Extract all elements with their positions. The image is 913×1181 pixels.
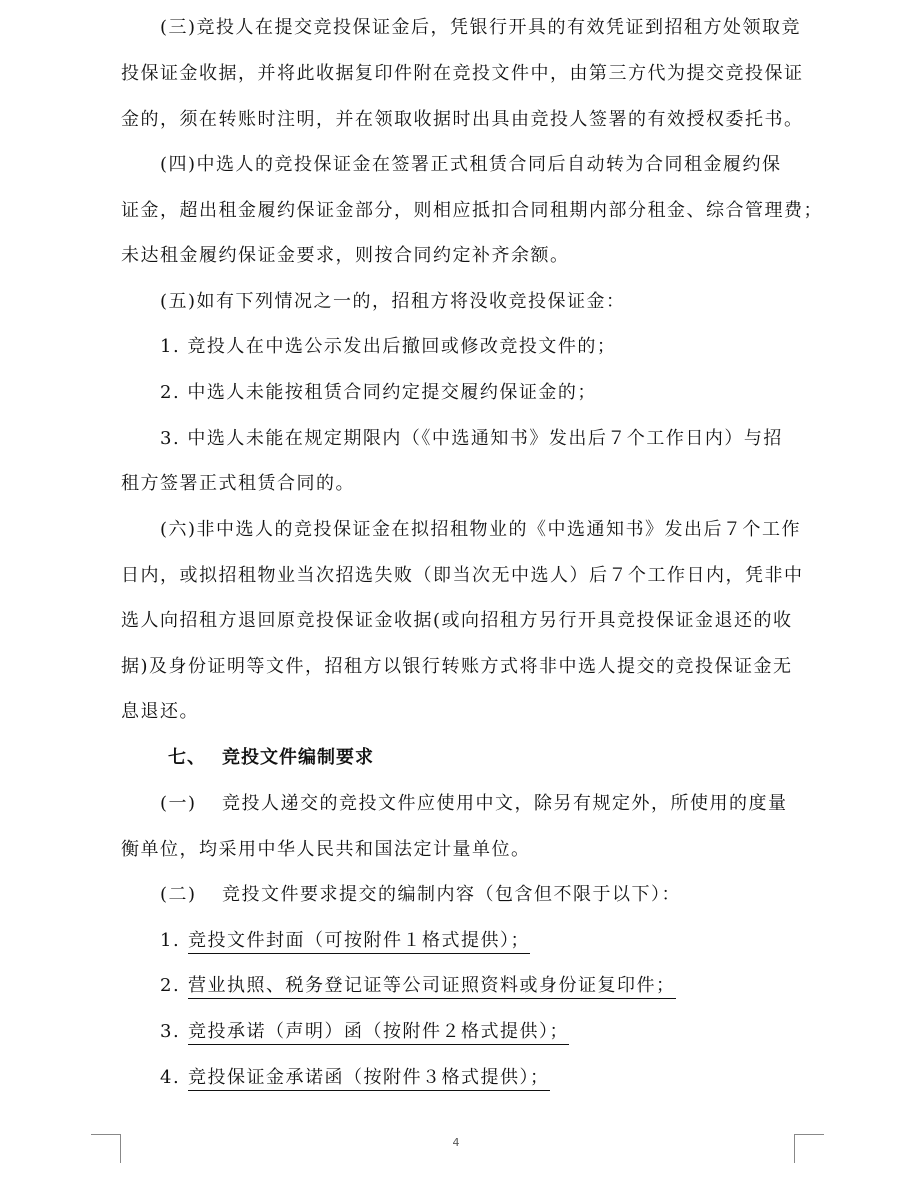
list-item-4-underlined: 竞投保证金承诺函（按附件３格式提供）； [188, 1067, 550, 1091]
section-7-item-2-label: (二) [160, 884, 197, 905]
paragraph-3-line-2: 投保证金收据，并将此收据复印件附在竞投文件中，由第三方代为提交竞投保证 [121, 63, 804, 84]
paragraph-3-line-1: (三)竞投人在提交竞投保证金后，凭银行开具的有效凭证到招租方处领取竞 [160, 17, 802, 38]
list-item-4-number: 4. [160, 1067, 181, 1088]
paragraph-5-item-3-line-1: 3. 中选人未能在规定期限内（《中选通知书》发出后７个工作日内）与招 [160, 428, 783, 449]
paragraph-5-intro: (五)如有下列情况之一的，招租方将没收竞投保证金： [160, 291, 626, 312]
paragraph-6-line-2: 日内，或拟招租物业当次招选失败（即当次无中选人）后７个工作日内，凭非中 [121, 565, 804, 586]
list-item-1-number: 1. [160, 930, 181, 951]
list-item-4-text [188, 1066, 550, 1090]
list-item-1-underlined: 竞投文件封面（可按附件１格式提供）； [188, 930, 530, 954]
page-number: 4 [452, 1136, 460, 1149]
list-item-3-number: 3. [160, 1021, 181, 1042]
paragraph-4-line-1: (四)中选人的竞投保证金在签署正式租赁合同后自动转为合同租金履约保 [160, 154, 782, 175]
paragraph-3-line-3: 金的，须在转账时注明，并在领取收据时出具由竞投人签署的有效授权委托书。 [121, 109, 804, 130]
paragraph-5-item-1: 1. 竞投人在中选公示发出后撤回或修改竞投文件的； [160, 336, 617, 357]
list-item-2-text [188, 974, 676, 998]
list-item-1-text [188, 929, 530, 953]
paragraph-5-item-3-line-2: 租方签署正式租赁合同的。 [121, 473, 355, 494]
paragraph-6-line-5: 息退还。 [121, 701, 199, 722]
section-7-item-1-line-2: 衡单位，均采用中华人民共和国法定计量单位。 [121, 839, 531, 860]
section-7-title: 竞投文件编制要求 [222, 747, 374, 768]
paragraph-4-line-3: 未达租金履约保证金要求，则按合同约定补齐余额。 [121, 245, 570, 266]
paragraph-6-line-1: (六)非中选人的竞投保证金在拟招租物业的《中选通知书》发出后７个工作 [160, 519, 802, 540]
section-7-item-2-text: 竞投文件要求提交的编制内容（包含但不限于以下）： [222, 884, 681, 905]
list-item-2-number: 2. [160, 975, 181, 996]
list-item-2-underlined: 营业执照、税务登记证等公司证照资料或身份证复印件； [188, 975, 676, 999]
paragraph-5-item-2: 2. 中选人未能按租赁合同约定提交履约保证金的； [160, 382, 597, 403]
list-item-3-underlined: 竞投承诺（声明）函（按附件２格式提供）； [188, 1021, 569, 1045]
section-7-item-1-line-1: 竞投人递交的竞投文件应使用中文，除另有规定外，所使用的度量 [222, 793, 788, 814]
paragraph-6-line-4: 据)及身份证明等文件，招租方以银行转账方式将非中选人提交的竞投保证金无 [121, 656, 793, 677]
list-item-3-text [188, 1020, 569, 1044]
paragraph-6-line-3: 选人向招租方退回原竞投保证金收据(或向招租方另行开具竞投保证金退还的收 [121, 610, 793, 631]
crop-mark-left [91, 1134, 121, 1163]
crop-mark-right [794, 1134, 824, 1163]
section-7-item-1-label: (一) [160, 793, 197, 814]
paragraph-4-line-2: 证金，超出租金履约保证金部分，则相应抵扣合同租期内部分租金、综合管理费； [121, 200, 823, 221]
section-7-number: 七、 [168, 747, 206, 768]
